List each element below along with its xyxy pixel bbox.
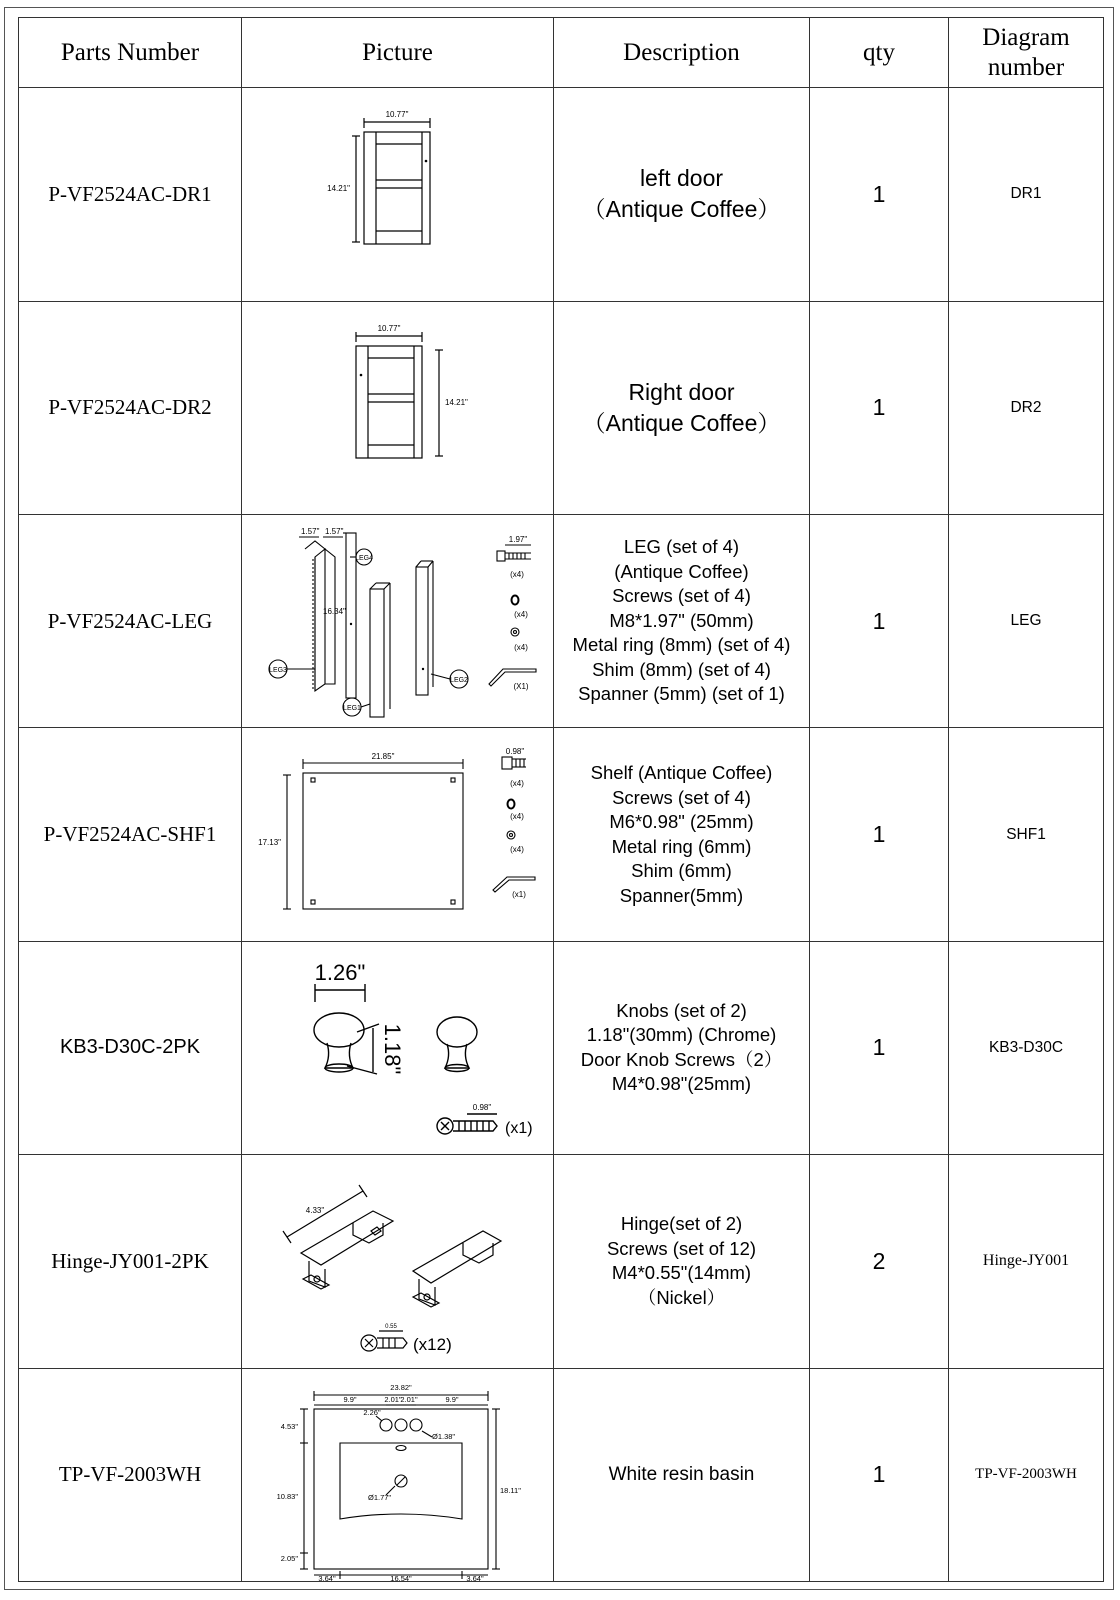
basin-hole-diameter-label: Ø1.38" <box>431 1431 455 1441</box>
basin-hole-offset-label: 2.26" <box>362 1407 381 1417</box>
part-number-cell: TP-VF-2003WH <box>19 1368 242 1581</box>
screw-length-label: 1.97" <box>508 534 527 544</box>
table-row <box>19 88 1104 301</box>
part-number-cell: Hinge-JY001-2PK <box>19 1155 242 1368</box>
screw-length-label: 0.98" <box>472 1102 491 1112</box>
description-line: White resin basin <box>608 1464 755 1486</box>
diagram-number-cell: TP-VF-2003WH <box>949 1368 1104 1581</box>
shelf-drawing <box>253 745 543 925</box>
door-width-label: 10.77" <box>377 323 400 333</box>
description-line: Shim (8mm) (set of 4) <box>592 658 771 680</box>
header-picture: Picture <box>242 18 554 88</box>
basin-depth-label: 18.11" <box>499 1485 521 1495</box>
description-line: (Antique Coffee) <box>614 560 749 582</box>
diagram-number-cell: SHF1 <box>949 728 1104 941</box>
description-cell <box>554 1155 810 1368</box>
hinges-drawing <box>253 1161 543 1361</box>
knob-height-label: 1.18" <box>379 1023 405 1075</box>
description-cell <box>554 88 810 301</box>
leg4-label: LEG4 <box>354 554 373 562</box>
part-number-cell: P-VF2524AC-DR1 <box>19 88 242 301</box>
table-row <box>19 1155 1104 1368</box>
diagram-number-cell: DR2 <box>949 301 1104 514</box>
part-number-cell: P-VF2524AC-DR2 <box>19 301 242 514</box>
ring-count-label: (x4) <box>513 609 528 619</box>
basin-gap-a-label: 2.01" <box>383 1394 402 1404</box>
basin-right-label: 9.9" <box>444 1394 459 1404</box>
diagram-number-cell: Hinge-JY001 <box>949 1155 1104 1368</box>
basin-bottom-left-label: 3.64" <box>317 1573 336 1581</box>
part-number-cell: KB3-D30C-2PK <box>19 941 242 1154</box>
qty-cell: 1 <box>810 514 949 727</box>
description-cell <box>554 514 810 727</box>
shim-count-label: (x4) <box>513 642 528 652</box>
description-cell <box>554 1368 810 1581</box>
description-line: Metal ring (6mm) <box>611 835 752 857</box>
basin-mid-label: 10.83" <box>276 1491 298 1501</box>
basin-bottom-mid-label: 16.54" <box>389 1573 412 1581</box>
description-line: Screws (set of 4) <box>612 585 751 607</box>
screw-count-label: (x4) <box>509 569 524 579</box>
table-row <box>19 514 1104 727</box>
knobs-drawing <box>253 948 543 1148</box>
description-line: left door <box>639 165 724 192</box>
description-line: M6*0.98" (25mm) <box>609 811 754 833</box>
header-parts-number: Parts Number <box>19 18 242 88</box>
spanner-count-label: (X1) <box>512 681 529 691</box>
shelf-height-label: 17.13" <box>257 837 281 847</box>
shelf-width-label: 21.85" <box>371 751 394 761</box>
diagram-number-cell: DR1 <box>949 88 1104 301</box>
picture-cell <box>242 88 554 301</box>
description-line: （Nickel） <box>637 1286 726 1308</box>
description-line: Knobs (set of 2) <box>616 999 747 1021</box>
description-line: 1.18"(30mm) (Chrome) <box>586 1024 777 1046</box>
description-line: Screws (set of 12) <box>606 1237 757 1259</box>
header-description: Description <box>554 18 810 88</box>
description-line: Screws (set of 4) <box>612 786 751 808</box>
description-line: M4*0.98"(25mm) <box>611 1073 752 1095</box>
header-row <box>19 18 1104 88</box>
description-line: Metal ring (8mm) (set of 4) <box>572 634 791 656</box>
screw-count-label: (x4) <box>509 778 524 788</box>
description-cell <box>554 728 810 941</box>
door-height-label: 14.21" <box>326 184 350 194</box>
description-line: （Antique Coffee） <box>582 196 781 223</box>
leg1-label: LEG1 <box>342 704 361 712</box>
description-line: Spanner (5mm) (set of 1) <box>578 683 785 705</box>
right-door-drawing <box>288 318 508 498</box>
picture-cell <box>242 1155 554 1368</box>
door-width-label: 10.77" <box>385 110 408 120</box>
qty-cell: 1 <box>810 728 949 941</box>
basin-gap-b-label: 2.01" <box>399 1394 418 1404</box>
description-line: Spanner(5mm) <box>619 884 744 906</box>
description-cell <box>554 941 810 1154</box>
screw-count-label: (x1) <box>504 1119 533 1137</box>
table-row <box>19 941 1104 1154</box>
qty-cell: 1 <box>810 88 949 301</box>
qty-cell: 1 <box>810 301 949 514</box>
screw-length-label: 0.98" <box>505 746 524 756</box>
ring-count-label: (x4) <box>509 811 524 821</box>
description-cell <box>554 301 810 514</box>
door-height-label: 14.21" <box>444 397 468 407</box>
header-qty: qty <box>810 18 949 88</box>
table-row <box>19 728 1104 941</box>
table-row <box>19 301 1104 514</box>
description-line: M8*1.97" (50mm) <box>609 609 754 631</box>
basin-bottom-right-label: 3.64" <box>465 1573 484 1581</box>
description-line: Shelf (Antique Coffee) <box>590 762 773 784</box>
description-line: Hinge(set of 2) <box>620 1213 743 1235</box>
diagram-number-cell: KB3-D30C <box>949 941 1104 1154</box>
diagram-number-cell: LEG <box>949 514 1104 727</box>
shim-count-label: (x4) <box>509 844 524 854</box>
qty-cell: 2 <box>810 1155 949 1368</box>
qty-cell: 1 <box>810 941 949 1154</box>
header-diagram-line2: number <box>987 53 1065 81</box>
leg-dim-a-label: 1.57" <box>300 526 319 536</box>
basin-total-width-label: 23.82" <box>389 1382 412 1392</box>
basin-drawing <box>248 1369 548 1581</box>
picture-cell <box>242 941 554 1154</box>
header-diagram-number <box>949 18 1104 88</box>
knob-width-label: 1.26" <box>314 959 365 985</box>
description-line: LEG (set of 4) <box>623 536 740 558</box>
description-line: Shim (6mm) <box>631 860 732 882</box>
description-line: （Antique Coffee） <box>582 409 781 436</box>
part-number-cell: P-VF2524AC-SHF1 <box>19 728 242 941</box>
table-row <box>19 1368 1104 1581</box>
leg3-label: LEG3 <box>268 666 287 674</box>
screw-length-label: 0.55 <box>384 1324 397 1331</box>
hinge-length-label: 4.33" <box>305 1206 324 1216</box>
picture-cell <box>242 728 554 941</box>
leg2-label: LEG2 <box>449 676 468 684</box>
picture-cell <box>242 514 554 727</box>
leg-height-label: 16.34" <box>322 606 346 616</box>
picture-cell <box>242 301 554 514</box>
part-number-cell: P-VF2524AC-LEG <box>19 514 242 727</box>
qty-cell: 1 <box>810 1368 949 1581</box>
basin-drain-diameter-label: Ø1.77" <box>367 1492 391 1502</box>
basin-left-label: 9.9" <box>342 1394 357 1404</box>
basin-top-label: 4.53" <box>280 1421 298 1431</box>
header-diagram-line1: Diagram <box>982 23 1070 51</box>
description-line: Right door <box>628 378 735 405</box>
legs-drawing <box>253 519 543 724</box>
screw-count-label: (x12) <box>412 1335 452 1355</box>
description-line: Door Knob Screws（2） <box>580 1048 783 1070</box>
parts-table <box>18 17 1104 1582</box>
basin-bottom-label: 2.05" <box>280 1553 298 1563</box>
picture-cell <box>242 1368 554 1581</box>
left-door-drawing <box>288 104 508 284</box>
spanner-count-label: (x1) <box>511 889 526 899</box>
leg-dim-b-label: 1.57" <box>324 526 343 536</box>
description-line: M4*0.55"(14mm) <box>611 1262 752 1284</box>
